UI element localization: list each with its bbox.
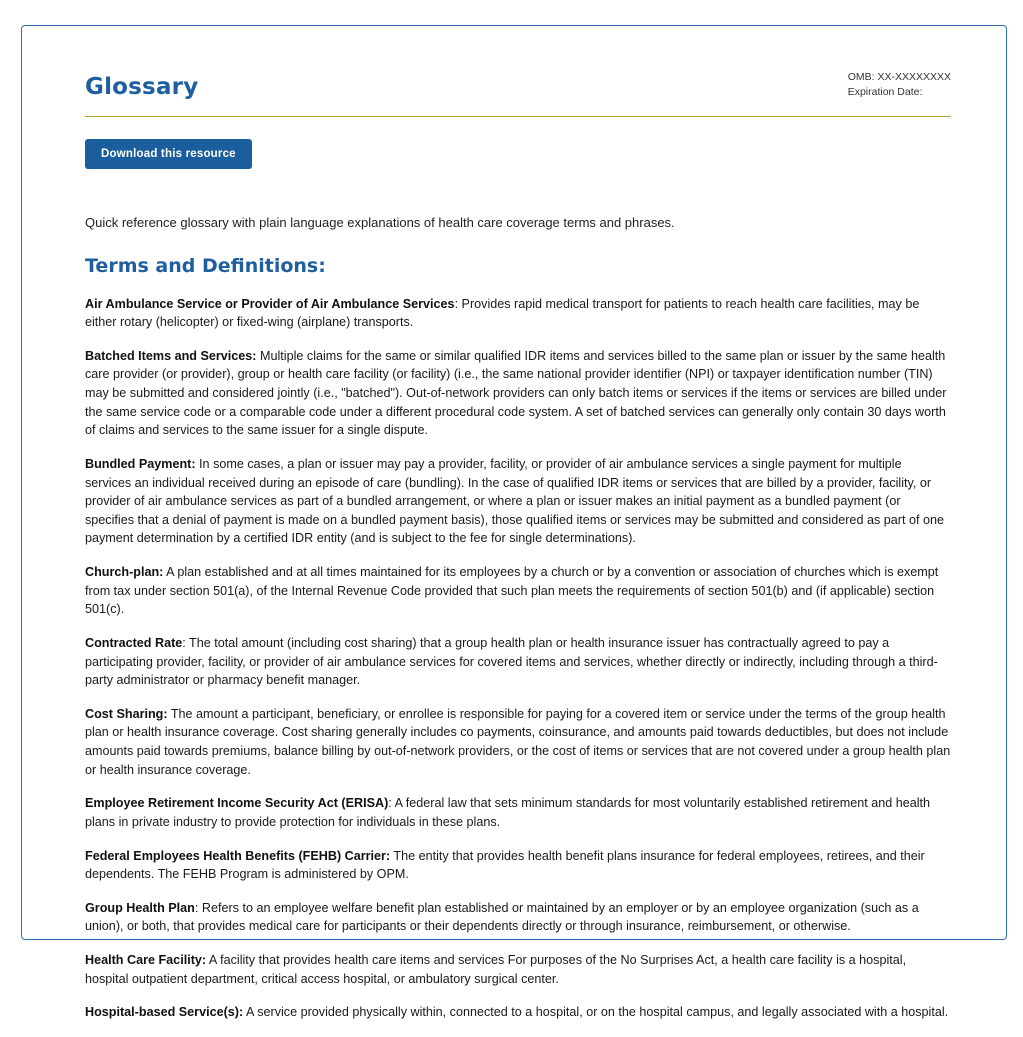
download-resource-button[interactable]: Download this resource [85,139,252,169]
glossary-term-label: Air Ambulance Service or Provider of Air Ambulance Services [85,296,455,311]
glossary-term-label: Employee Retirement Income Security Act (ERISA) [85,796,389,811]
omb-number: OMB: XX-XXXXXXXX [847,71,951,83]
glossary-term-definition: : The total amount (including cost sharing) that a group health plan or health insurance issuer has contractually agreed to pay a participating provider, facility, or provider of air ambulance services for covered items and services, whether directly or indirectly, including through a third-party administrator or pharmacy benefit manager. [85,635,938,688]
glossary-term-entry [85,899,951,936]
glossary-term-definition: : Provides rapid medical transport for patients to reach health care facilities, may be either rotary (helicopter) or fixed-wing (airplane) transports. [85,296,920,330]
document-content [85,56,951,1037]
glossary-term-label: Contracted Rate [85,635,183,650]
glossary-term-definition: A service provided physically within, connected to a hospital, or on the hospital campus, and legally associated with a hospital. [243,1005,949,1020]
document-header [85,56,951,117]
intro-text: Quick reference glossary with plain language explanations of health care coverage terms and phrases. [85,215,675,230]
glossary-term-entry [85,455,951,548]
glossary-term-entry [85,794,951,831]
page-title: Glossary [85,74,199,100]
glossary-term-definition: The amount a participant, beneficiary, or enrollee is responsible for paying for a covered item or service under the terms of the group health plan or health insurance coverage. Cost sharing generally includes co payments, coinsurance, and amounts paid towards deductibles, but does not include amounts paid towards premiums, balance billing by out-of-network providers, or the cost of items or services that are not covered under a group health plan or health insurance coverage. [85,706,951,777]
document-frame [21,25,1007,1020]
glossary-term-definition: : A federal law that sets minimum standards for most voluntarily established retirement and health plans in private industry to provide protection for individuals in these plans. [85,796,931,829]
glossary-term-label: Hospital-based Service(s): [85,1005,244,1020]
glossary-term-entry [85,634,951,690]
glossary-term-entry [85,951,951,988]
omb-block [848,70,951,100]
glossary-term-entry [85,347,951,440]
section-heading-terms: Terms and Definitions: [85,254,326,277]
glossary-term-label: Health Care Facility: [85,953,207,967]
glossary-term-definition: : Refers to an employee welfare benefit plan established or maintained by an employer or by an employee organization (such as a union), or both, that provides medical care for participants or their dependents directly or through insurance, reimbursement, or otherwise. [85,900,919,934]
terms-list [85,295,951,1022]
glossary-term-label: Cost Sharing: [85,706,168,721]
glossary-term-definition: A facility that provides health care items and services For purposes of the No Surprises Act, a health care facility is a hospital, hospital outpatient department, critical access hospital, or ambulatory surgical center. [85,953,907,986]
glossary-term-definition: In some cases, a plan or issuer may pay a provider, facility, or provider of air ambulance services a single payment for multiple services an individual received during an episode of care (bundling). In the case of qualified IDR items or services that are billed by a provider, facility, or provider of air ambulance services as part of a bundled arrangement, or where a plan or issuer makes an initial payment as a bundled payment (or specifies that a denial of payment is made on a bundled payment basis), those qualified items or services may be submitted and considered as part of one payment determination by a certified IDR entity (and is subject to the fee for single determinations). [85,456,944,546]
omb-expiration: Expiration Date: [847,86,923,99]
glossary-term-label: Group Health Plan [85,900,195,915]
glossary-term-label: Batched Items and Services: [85,348,257,363]
glossary-term-label: Federal Employees Health Benefits (FEHB) Carrier: [85,848,391,863]
glossary-term-label: Church-plan: [85,565,164,579]
glossary-term-entry [85,847,951,884]
glossary-term-entry [85,563,951,619]
glossary-term-entry [85,295,951,332]
glossary-term-label: Bundled Payment: [85,456,196,471]
glossary-term-definition: Multiple claims for the same or similar qualified IDR items and services billed to the same plan or issuer by the same health care provider (or provider), group or health care facility (or facility) (i.e., the same national provider identifier (NPI) or taxpayer identification number (TIN) may be submitted and considered jointly (i.e., "batched"). Out-of-network providers can only batch items or services if the items or services are billed under the same service code or a comparable code under a different procedural code system. A set of batched services can generally only contain 30 days worth of claims and services to the same issuer for a single dispute. [85,348,947,438]
glossary-term-entry [85,705,951,780]
glossary-term-definition: The entity that provides health benefit plans insurance for federal employees, retirees, and their dependents. The FEHB Program is administered by OPM. [85,848,925,882]
glossary-term-definition: A plan established and at all times maintained for its employees by a church or by a convention or association of churches which is exempt from tax under section 501(a), of the Internal Revenue Code provided that such plan meets the requirements of section 501(b) and (if applicable) section 501(c). [85,565,939,617]
glossary-term-entry [85,1003,951,1022]
